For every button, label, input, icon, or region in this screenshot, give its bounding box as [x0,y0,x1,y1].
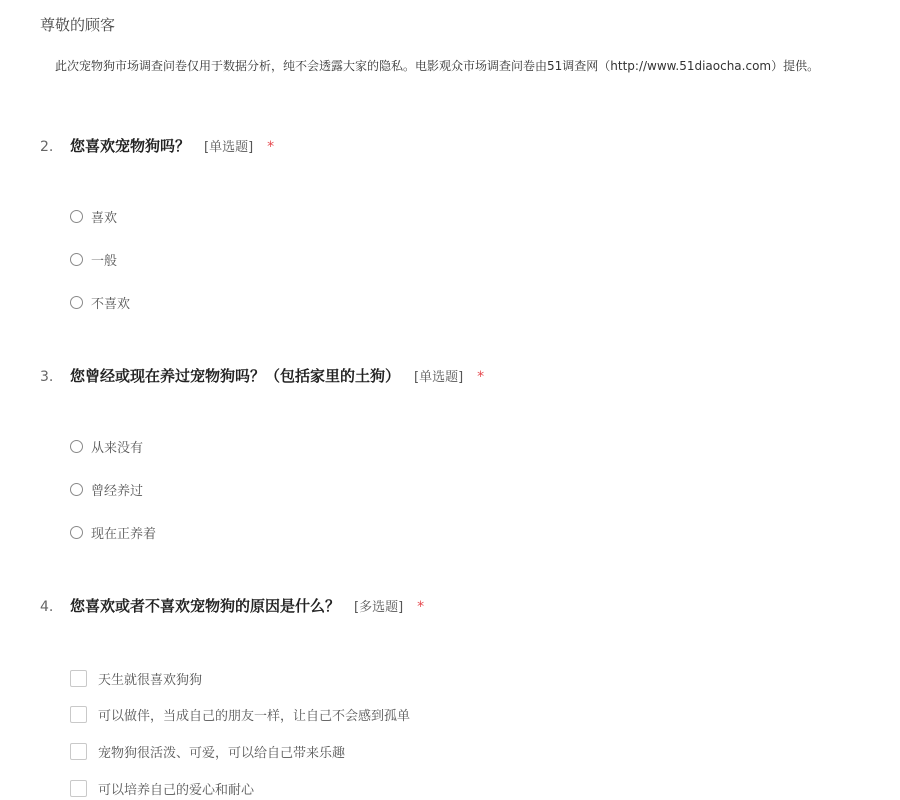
option-born-love[interactable] [70,668,202,688]
question-text: 您喜欢或者不喜欢宠物狗的原因是什么？ [70,597,341,615]
option-label[interactable]: 曾经养过 [91,483,144,499]
required-marker: * [417,599,425,615]
option-patience[interactable] [70,778,254,798]
question-3 [40,365,880,542]
option-currently[interactable] [70,522,156,542]
radio-button[interactable] [70,253,83,266]
question-2 [40,135,880,312]
radio-button[interactable] [70,210,83,223]
radio-button[interactable] [70,483,83,496]
question-title [40,365,880,387]
question-4 [40,595,880,798]
question-number: 2. [40,139,54,155]
option-never[interactable] [70,436,143,456]
question-type-tag: [单选题] [414,370,464,385]
radio-button[interactable] [70,526,83,539]
question-number: 4. [40,599,54,615]
option-label[interactable]: 一般 [91,253,118,269]
question-text: 您曾经或现在养过宠物狗吗？（包括家里的土狗） [70,367,401,385]
required-marker: * [267,139,275,155]
question-text: 您喜欢宠物狗吗？ [70,137,191,155]
option-label[interactable]: 可以做伴，当成自己的朋友一样，让自己不会感到孤单 [98,708,411,724]
checkbox[interactable] [70,670,87,687]
option-label[interactable]: 可以培养自己的爱心和耐心 [98,782,255,798]
option-label[interactable]: 从来没有 [91,440,144,456]
required-marker: * [477,369,485,385]
option-label[interactable]: 现在正养着 [91,526,157,542]
question-type-tag: [单选题] [204,140,254,155]
option-label[interactable]: 宠物狗很活泼、可爱，可以给自己带来乐趣 [98,745,346,761]
question-type-tag: [多选题] [354,600,404,615]
option-label[interactable]: 喜欢 [91,210,118,226]
question-title [40,595,880,617]
option-neutral[interactable] [70,249,117,269]
radio-button[interactable] [70,296,83,309]
checkbox[interactable] [70,706,87,723]
option-companion[interactable] [70,704,410,724]
radio-button[interactable] [70,440,83,453]
question-title [40,135,880,157]
option-dislike[interactable] [70,292,130,312]
survey-intro: 此次宠物狗市场调查问卷仅用于数据分析，纯不会透露大家的隐私。电影观众市场调查问卷由51调查网（http://www.51diaocha.com）提供。 [55,59,820,73]
checkbox[interactable] [70,780,87,797]
option-like[interactable] [70,206,117,226]
survey-greeting: 尊敬的顾客 [40,16,116,34]
option-label[interactable]: 不喜欢 [91,296,131,312]
option-used-to[interactable] [70,479,143,499]
option-fun[interactable] [70,741,345,761]
checkbox[interactable] [70,743,87,760]
question-number: 3. [40,369,54,385]
option-label[interactable]: 天生就很喜欢狗狗 [98,672,203,688]
